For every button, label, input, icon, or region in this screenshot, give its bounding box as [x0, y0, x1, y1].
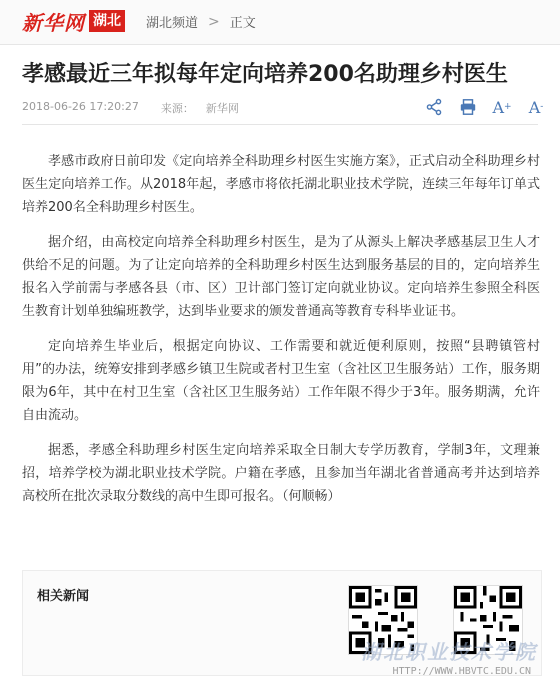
related-news-panel	[22, 570, 542, 676]
logo-main-text: 新华网	[22, 10, 85, 35]
watermark-url: HTTP://WWW.HBVTC.EDU.CN	[392, 666, 531, 677]
article-body	[22, 150, 540, 520]
source-name: 新华网	[205, 102, 239, 115]
breadcrumb-channel-link[interactable]: 湖北频道	[146, 16, 199, 31]
top-bar	[0, 0, 560, 45]
font-decrease-icon[interactable]: A -	[528, 97, 544, 117]
font-decrease-label: A	[528, 97, 541, 117]
article-paragraph: 据介绍，由高校定向培养全科助理乡村医生，是为了从源头上解决孝感基层卫生人才供给不足的问题。为了让定向培养的全科助理乡村医生达到服务基层的目的，定向培养生报名入学前需与孝感各县（市、区）卫计部门签订定向就业协议。定向培养生参照全科医生教育计划单独编班教学，达到毕业要求的颁发普通高等教育专科毕业证书。	[22, 235, 540, 319]
print-icon[interactable]	[458, 97, 478, 117]
font-increase-label: A	[492, 97, 504, 117]
source-label: 来源：	[160, 102, 194, 115]
logo-region-badge: 湖北	[89, 10, 125, 32]
article-title: 孝感最近三年拟每年定向培养200名助理乡村医生	[22, 62, 508, 87]
title-divider	[22, 124, 538, 125]
publish-datetime: 2018-06-26 17:20:27	[22, 100, 139, 113]
watermark-logo	[361, 636, 537, 665]
font-increase-icon[interactable]: A +	[492, 97, 512, 117]
watermark-text: 湖北职业技术学院	[361, 640, 537, 664]
article-paragraph: 孝感市政府日前印发《定向培养全科助理乡村医生实施方案》，正式启动全科助理乡村医生定向培养工作。从2018年起，孝感市将依托湖北职业技术学院，连续三年每年订单式培养200名全科助理乡村医生。	[22, 154, 540, 215]
breadcrumb-current: 正文	[229, 16, 256, 31]
related-news-title: 相关新闻	[37, 589, 90, 604]
chevron-right-icon: >	[208, 13, 220, 30]
article-meta	[22, 100, 239, 116]
article-paragraph: 据悉，孝感全科助理乡村医生定向培养采取全日制大专学历教育，学制3年，文理兼招，培养学校为湖北职业技术学院。户籍在孝感，且参加当年湖北省普通高考并达到培养高校所在批次录取分数线的高中生即可报名。（何顺畅）	[22, 443, 540, 504]
site-logo[interactable]	[22, 8, 125, 34]
breadcrumb	[146, 12, 256, 31]
share-icon[interactable]	[424, 97, 444, 117]
article-paragraph: 定向培养生毕业后，根据定向协议、工作需要和就近便利原则，按照“县聘镇管村用”的办法，统筹安排到孝感乡镇卫生院或者村卫生室（含社区卫生服务站）工作，服务期限为6年，其中在村卫生室（含社区卫生服务站）工作年限不得少于3年。服务期满，允许自由流动。	[22, 339, 540, 423]
article-tools	[424, 97, 546, 117]
